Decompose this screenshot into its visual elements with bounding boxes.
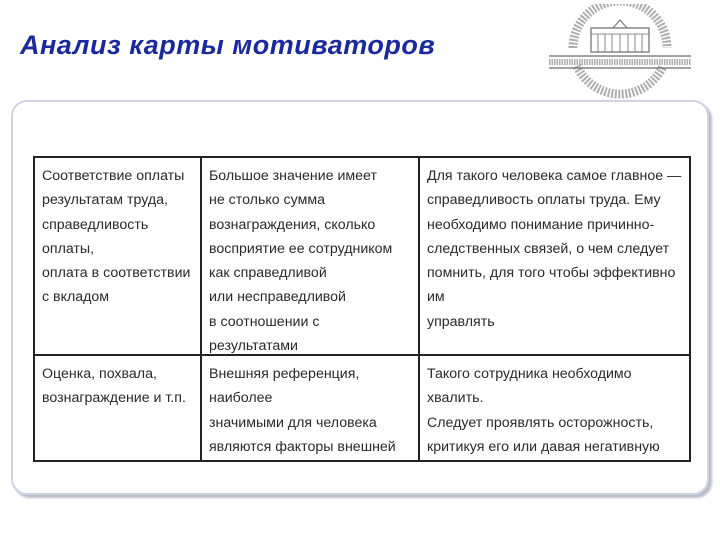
table-cell: Соответствие оплаты результатам труда, справедливость оплаты, оплата в соответствии с вкладом [35,158,202,356]
table-cell: Оценка, похвала, вознаграждение и т.п. [35,356,202,460]
slide-title: Анализ карты мотиваторов [20,30,436,60]
table-cell: Такого сотрудника необходимо хвалить. Следует проявлять осторожность, критикуя его или давая негативную [427,366,660,455]
table-cell: Большое значение имеет не столько сумма вознаграждения, сколько восприятие ее сотрудником как справедливой или несправедливой в соотношении с результатами [202,158,420,356]
university-logo [545,4,695,102]
table-cell: Внешняя референция, наиболее значимыми для человека являются факторы внешней [202,356,420,460]
motivator-table [33,156,691,462]
table-cell: Для такого человека самое главное — справедливость оплаты труда. Ему необходимо понимание причинно- следственных связей, о чем следует помнить, для того чтобы эффективно им управлять [420,158,689,356]
